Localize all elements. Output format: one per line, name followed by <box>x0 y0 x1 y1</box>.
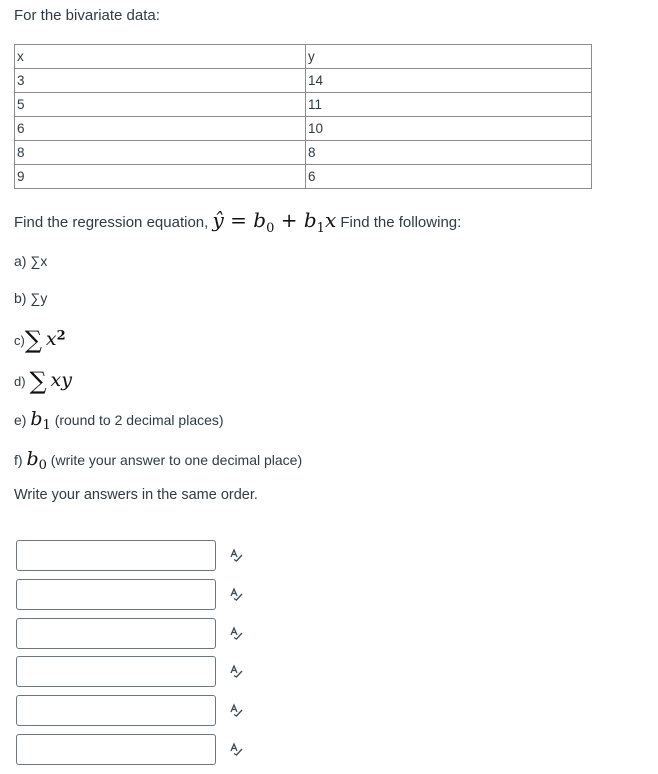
answer-input-6[interactable] <box>16 734 216 765</box>
cell-x: 6 <box>15 117 306 141</box>
spell-check-icon[interactable] <box>229 587 243 601</box>
question-b: b) ∑y <box>14 290 48 306</box>
answer-input-4[interactable] <box>16 656 216 687</box>
table-row <box>15 165 592 189</box>
answer-input-5[interactable] <box>16 695 216 726</box>
question-d: d) ∑ xy <box>14 367 72 395</box>
cell-x: 9 <box>15 165 306 189</box>
regression-suffix: Find the following: <box>340 214 462 231</box>
spell-check-icon[interactable] <box>229 742 243 756</box>
table-row <box>15 117 592 141</box>
table-header-row <box>15 45 592 69</box>
intro-text: For the bivariate data: <box>14 7 160 24</box>
cell-x: 5 <box>15 93 306 117</box>
answer-input-2[interactable] <box>16 579 216 610</box>
spell-check-icon[interactable] <box>229 626 243 640</box>
cell-x: 8 <box>15 141 306 165</box>
question-c: c)∑ $x^2$ <box>14 326 66 354</box>
answer-input-3[interactable] <box>16 618 216 649</box>
table-row <box>15 69 592 93</box>
regression-prompt <box>14 208 461 236</box>
column-header-x: x <box>15 45 306 69</box>
spell-check-icon[interactable] <box>229 664 243 678</box>
table-row <box>15 141 592 165</box>
cell-y: 10 <box>306 117 592 141</box>
spell-check-icon[interactable] <box>229 548 243 562</box>
cell-y: 11 <box>306 93 592 117</box>
bivariate-data-table <box>14 44 592 189</box>
regression-prefix: Find the regression equation, <box>14 214 209 231</box>
question-a: a) ∑x <box>14 253 48 269</box>
instructions-text: Write your answers in the same order. <box>14 487 258 503</box>
cell-x: 3 <box>15 69 306 93</box>
question-f: f) $b_0$ (write your answer to one decimal place) <box>14 448 303 473</box>
spell-check-icon[interactable] <box>229 703 243 717</box>
cell-y: 6 <box>306 165 592 189</box>
cell-y: 8 <box>306 141 592 165</box>
table-row <box>15 93 592 117</box>
answer-input-1[interactable] <box>16 540 216 571</box>
question-e: e) $b_1$ (round to 2 decimal places) <box>14 408 224 433</box>
regression-equation: ŷ = $b_0 + b_1x$ <box>212 208 337 236</box>
column-header-y: y <box>306 45 592 69</box>
cell-y: 14 <box>306 69 592 93</box>
